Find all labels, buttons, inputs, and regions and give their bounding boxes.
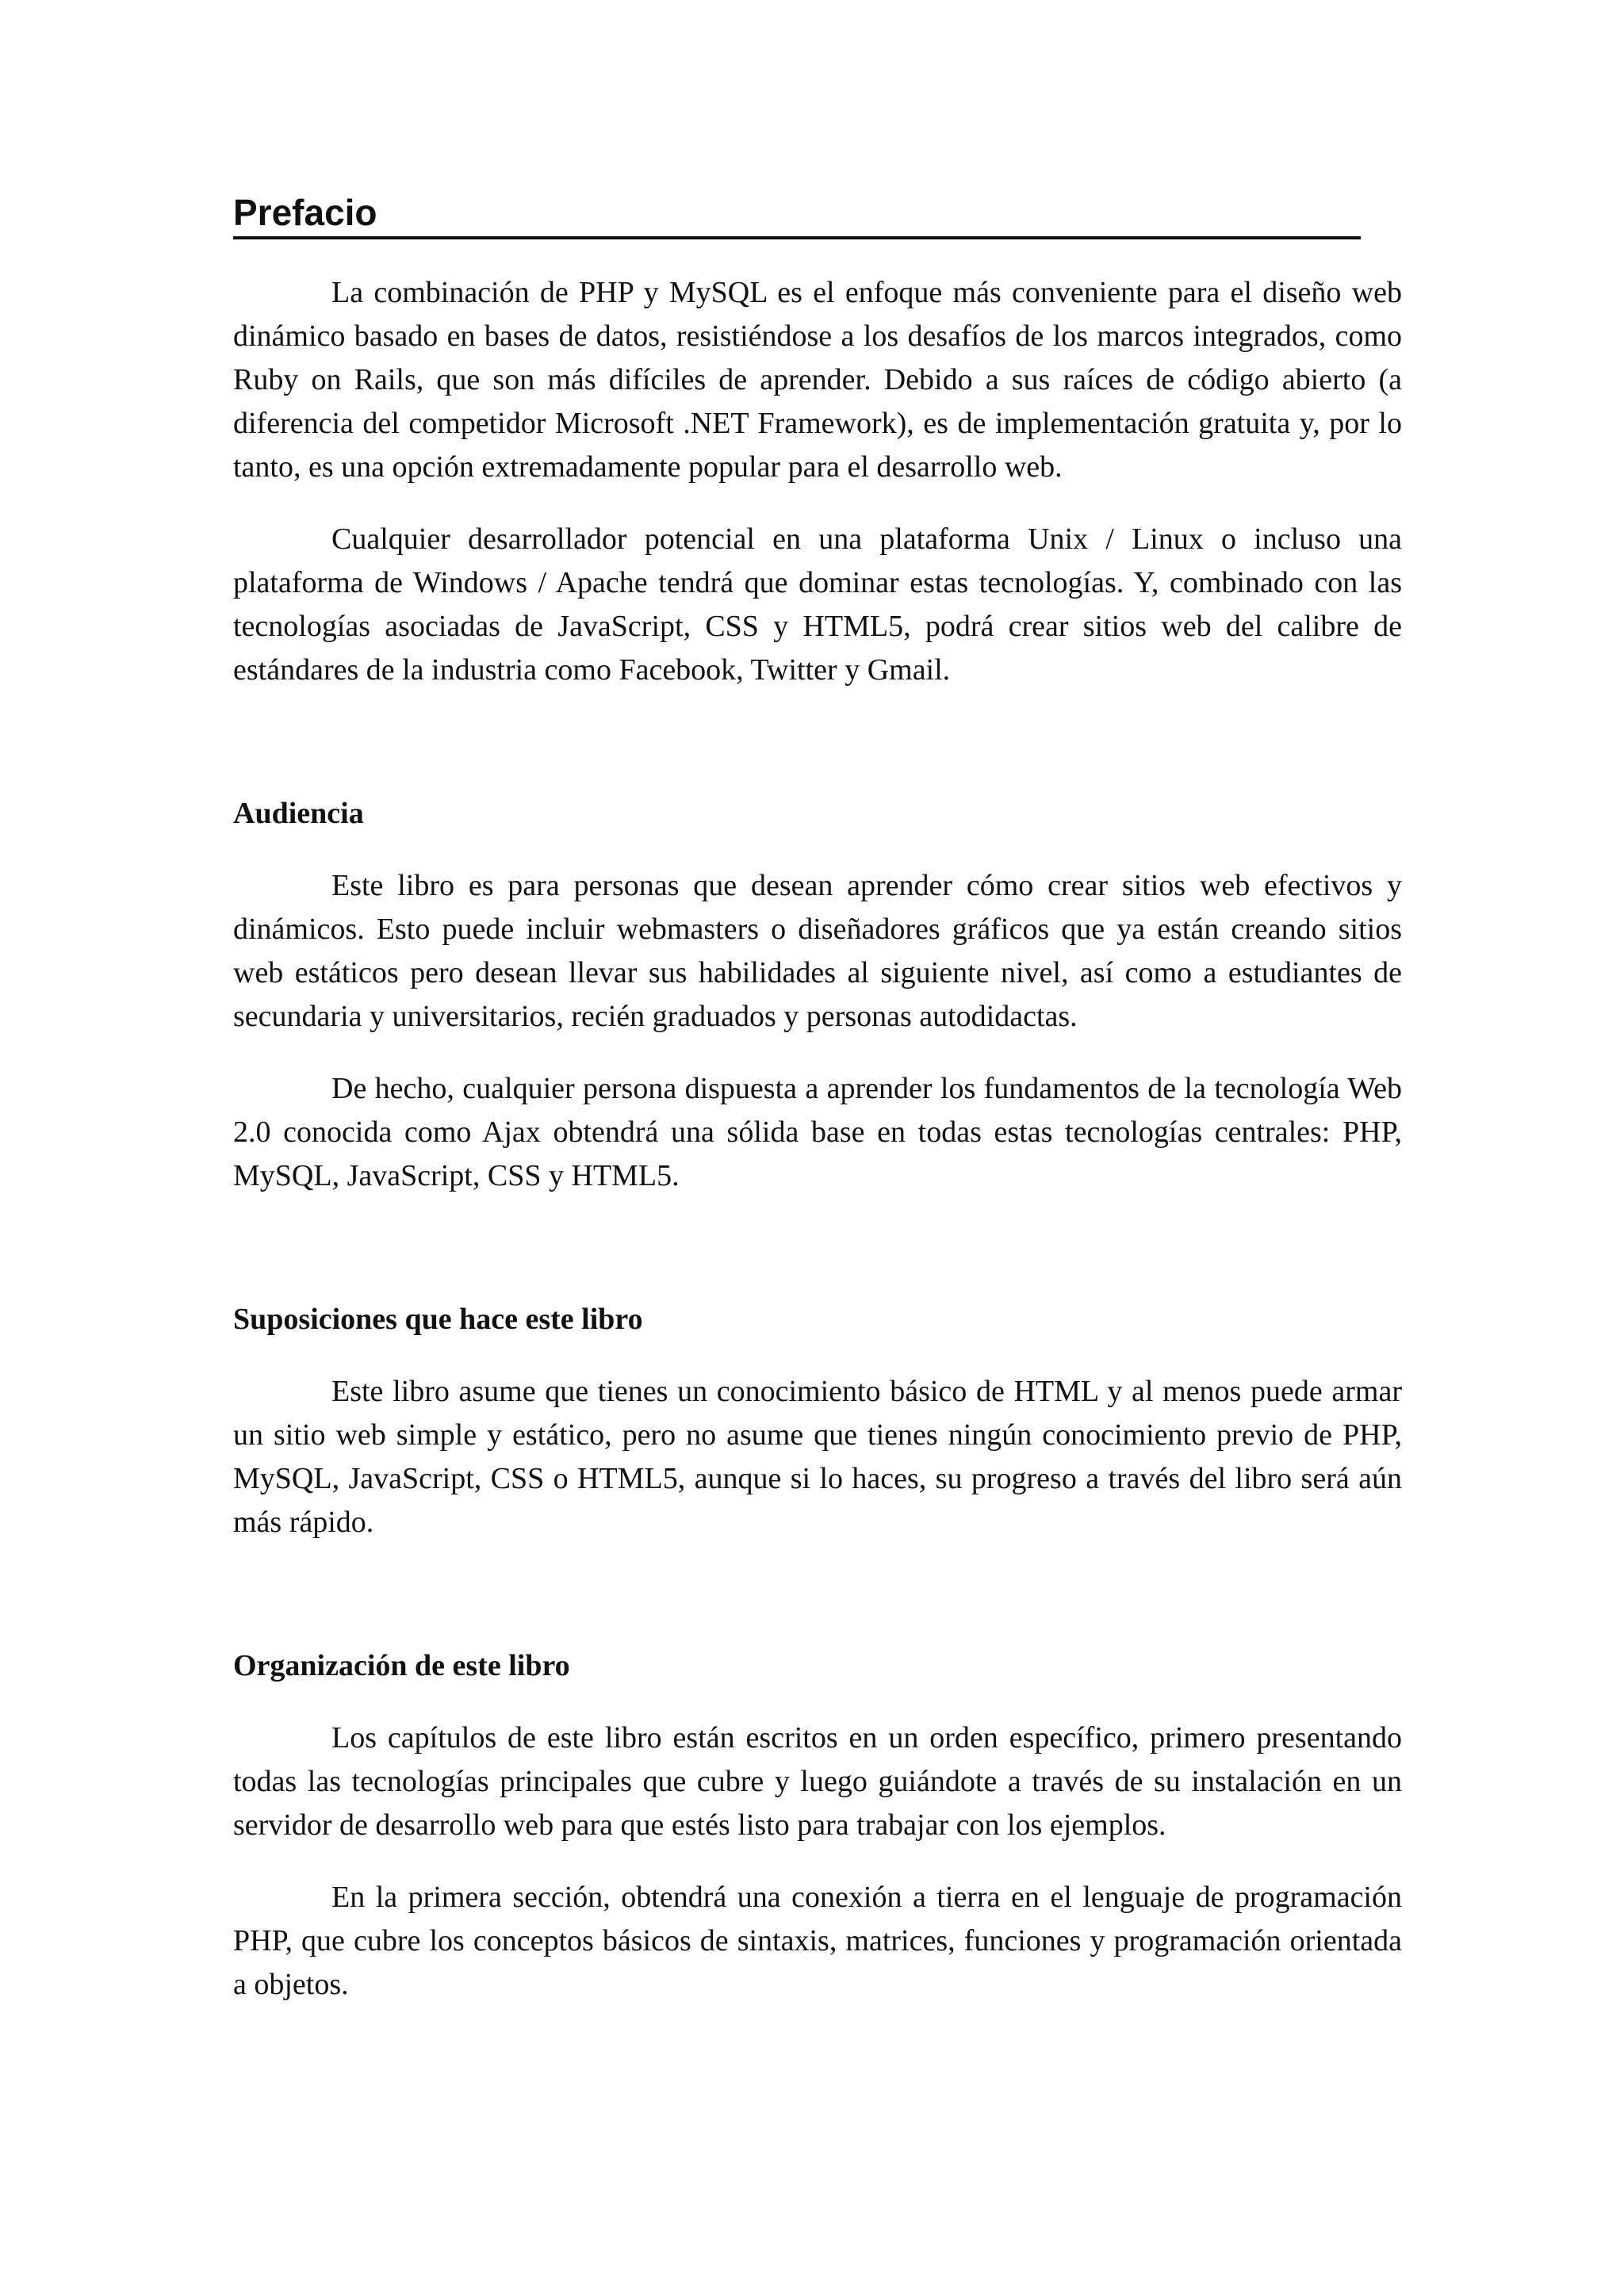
section-organizacion xyxy=(233,1644,1402,2007)
document-page xyxy=(233,189,1402,2035)
paragraph: Este libro es para personas que desean aprender cómo crear sitios web efectivos y dinámicos. Esto puede incluir webmasters o diseñadores gráficos que ya están creando sitios web estáticos pero desean llevar sus habilidades al siguiente nivel, así como a estudiantes de secundaria y universitarios, recién graduados y personas autodidactas. xyxy=(233,869,1402,1033)
paragraph: De hecho, cualquier persona dispuesta a aprender los fundamentos de la tecnología Web 2.0 conocida como Ajax obtendrá una sólida base en todas estas tecnologías centrales: PHP, MySQL, JavaScript, CSS y HTML5. xyxy=(233,1072,1402,1192)
paragraph: Este libro asume que tienes un conocimiento básico de HTML y al menos puede armar un sitio web simple y estático, pero no asume que tienes ningún conocimiento previo de PHP, MySQL, JavaScript, CSS o HTML5, aunque si lo haces, su progreso a través del libro será aún más rápido. xyxy=(233,1375,1402,1539)
section-suposiciones xyxy=(233,1298,1402,1544)
paragraph: La combinación de PHP y MySQL es el enfoque más conveniente para el diseño web dinámico basado en bases de datos, resistiéndose a los desafíos de los marcos integrados, como Ruby on Rails, que son más difíciles de aprender. Debido a sus raíces de código abierto (a diferencia del competidor Microsoft .NET Framework), es de implementación gratuita y, por lo tanto, es una opción extremadamente popular para el desarrollo web. xyxy=(233,276,1402,484)
section-heading: Suposiciones que hace este libro xyxy=(233,1303,643,1336)
section-heading: Audiencia xyxy=(233,797,364,830)
section-audiencia xyxy=(233,792,1402,1198)
paragraph: Los capítulos de este libro están escritos en un orden específico, primero presentando todas las tecnologías principales que cubre y luego guiándote a través de su instalación en un servidor de desarrollo web para que estés listo para trabajar con los ejemplos. xyxy=(233,1721,1402,1842)
paragraph: En la primera sección, obtendrá una conexión a tierra en el lenguaje de programación PHP, que cubre los conceptos básicos de sintaxis, matrices, funciones y programación orientada a objetos. xyxy=(233,1881,1402,2001)
intro-section xyxy=(233,271,1402,692)
page-title: Prefacio xyxy=(233,189,1361,239)
section-heading: Organización de este libro xyxy=(233,1649,570,1682)
paragraph: Cualquier desarrollador potencial en una plataforma Unix / Linux o incluso una plataforma de Windows / Apache tendrá que dominar estas tecnologías. Y, combinado con las tecnologías asociadas de JavaScript, CSS y HTML5, podrá crear sitios web del calibre de estándares de la industria como Facebook, Twitter y Gmail. xyxy=(233,522,1402,687)
